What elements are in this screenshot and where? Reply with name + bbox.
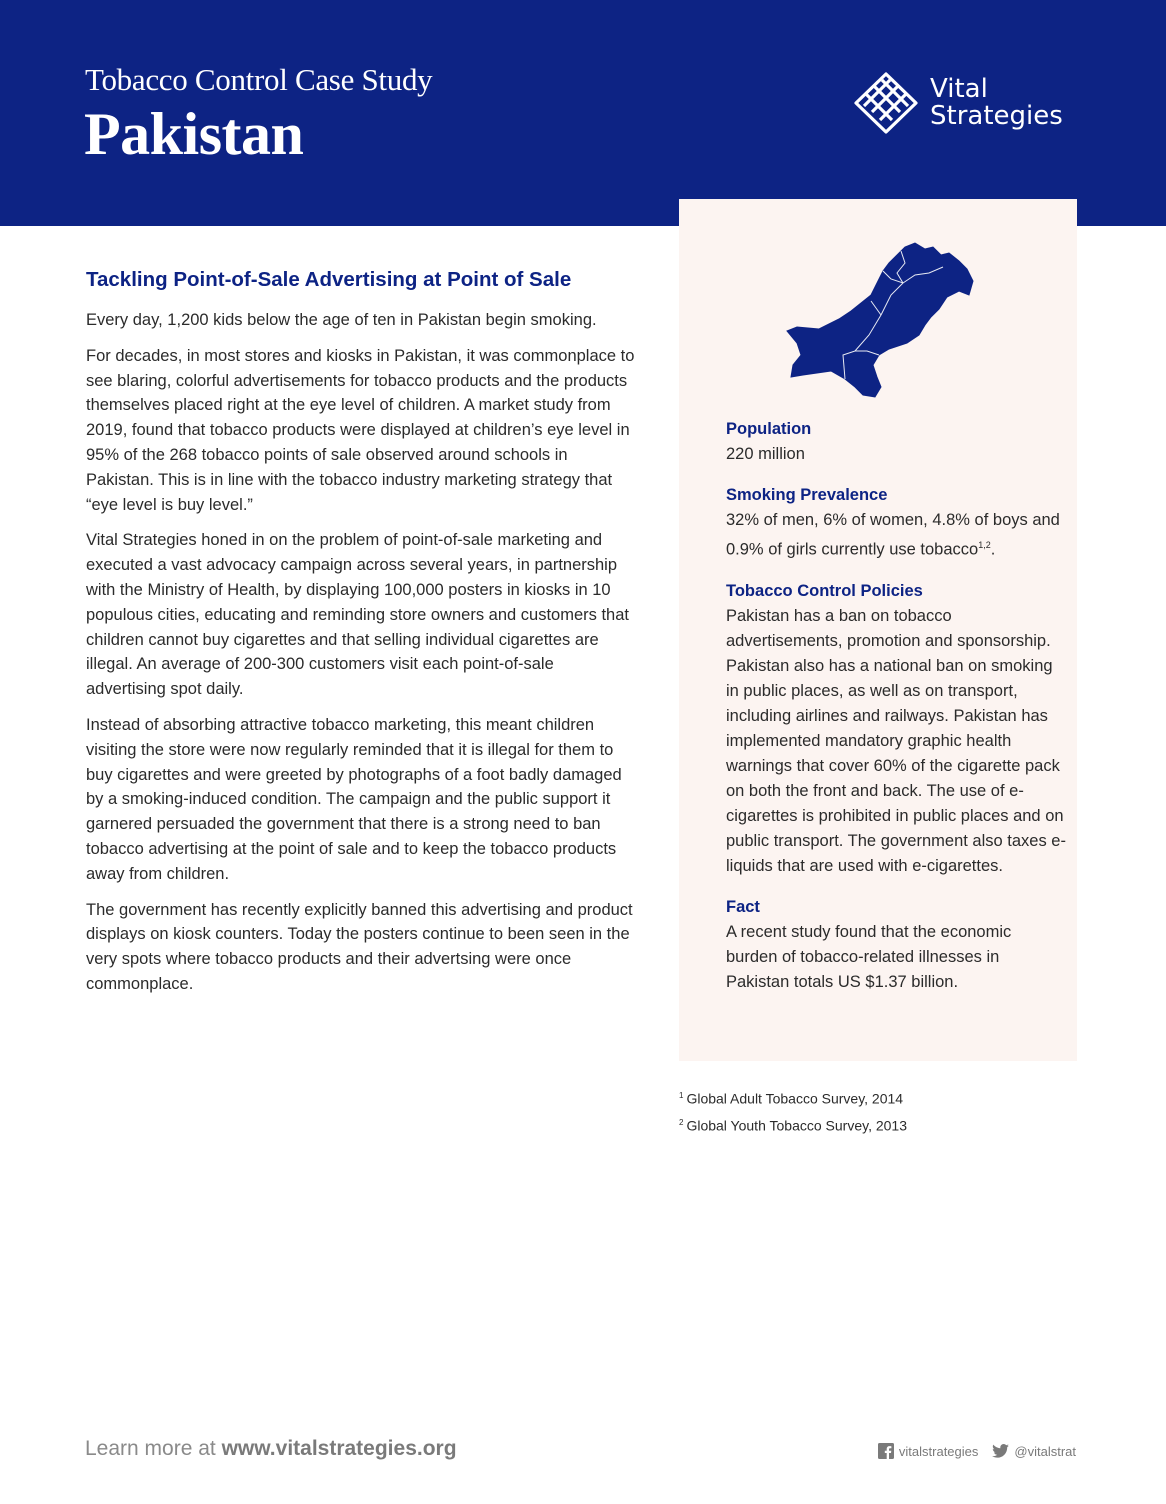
population-value: 220 million	[726, 445, 805, 463]
page-title: Pakistan	[84, 101, 304, 167]
facts-list	[726, 417, 1066, 1011]
document-kicker: Tobacco Control Case Study	[85, 62, 433, 97]
logo-word-strategies: Strategies	[930, 101, 1063, 131]
footnote-item	[679, 1084, 907, 1111]
logo-mark-icon	[852, 70, 920, 136]
article-paragraph: The government has recently explicitly banned this advertising and product displays on kiosk counters. Today the posters continue to been seen in the very spots where tobacco products and their advertsing were once commonplace.	[86, 900, 633, 993]
vital-strategies-logo[interactable]	[852, 70, 1082, 136]
prevalence-text: 32% of men, 6% of women, 4.8% of boys and 0.9% of girls currently use tobacco	[726, 511, 1060, 559]
fact-value: A recent study found that the economic burden of tobacco-related illnesses in Pakistan totals US $1.37 billion.	[726, 922, 1012, 991]
country-facts-sidebar	[679, 199, 1077, 1061]
footnotes	[679, 1084, 907, 1137]
website-link[interactable]: www.vitalstrategies.org	[221, 1437, 457, 1460]
prevalence-end: .	[990, 540, 996, 559]
footnote-number: 1	[679, 1091, 684, 1100]
smoking-prevalence-value	[726, 508, 1066, 563]
learn-more-prefix: Learn more at	[85, 1437, 222, 1460]
article-paragraph: Instead of absorbing attractive tobacco marketing, this meant children visiting the store were now regularly reminded that it is illegal for them to buy cigarettes and were greeted by photographs of a foot badly damaged by a smoking-induced condition. The campaign and the public support it garnered persuaded the government that there is a strong need to ban tobacco advertising at the point of sale and to keep the tobacco products away from children.	[86, 715, 622, 883]
section-title: Tackling Point-of-Sale Advertising at Point of Sale	[86, 268, 572, 291]
twitter-link[interactable]	[992, 1444, 1076, 1459]
article-paragraph: Every day, 1,200 kids below the age of ten in Pakistan begin smoking.	[86, 311, 597, 329]
tobacco-control-policies-value: Pakistan has a ban on tobacco advertisements, promotion and sponsorship. Pakistan also has a national ban on smoking in public places, as well as on transport, including airlines and railways. Pakistan has implemented mandatory graphic health warnings that cover 60% of the cigarette pack on both the front and back. The use of e-cigarettes is prohibited in public places and on public transport. The government also taxes e-liquids that are used with e-cigarettes.	[726, 606, 1066, 875]
logo-wordmark	[930, 76, 1063, 130]
twitter-icon	[992, 1444, 1009, 1458]
footnote-number: 2	[679, 1117, 684, 1127]
pakistan-map-icon	[783, 239, 975, 399]
social-links	[878, 1443, 1076, 1459]
facebook-handle: vitalstrategies	[898, 1443, 979, 1459]
footnote-text: Global Youth Tobacco Survey, 2013	[686, 1117, 907, 1134]
prevalence-citation: 1,2	[978, 540, 991, 550]
facebook-link[interactable]	[878, 1443, 978, 1459]
footnote-item	[679, 1111, 907, 1138]
header-banner	[0, 0, 1166, 226]
footnote-text: Global Adult Tobacco Survey, 2014	[686, 1090, 904, 1107]
population-label: Population	[726, 420, 812, 438]
twitter-handle: @vitalstrat	[1014, 1443, 1076, 1459]
tobacco-control-policies-label: Tobacco Control Policies	[726, 581, 923, 600]
fact-label: Fact	[726, 897, 760, 916]
smoking-prevalence-label: Smoking Prevalence	[726, 486, 888, 504]
logo-word-vital: Vital	[930, 74, 988, 104]
facebook-icon	[878, 1443, 894, 1459]
article-paragraph: For decades, in most stores and kiosks in Pakistan, it was commonplace to see blaring, colorful advertisements for tobacco products and the products themselves placed right at the eye level of children. A market study from 2019, found that tobacco products were displayed at children’s eye level in 95% of the 268 tobacco points of sale observed around schools in Pakistan. This is in line with the tobacco industry marketing strategy that “eye level is buy level.”	[86, 346, 635, 514]
main-article	[86, 266, 638, 1008]
learn-more-line	[85, 1437, 457, 1461]
article-paragraph: Vital Strategies honed in on the problem of point-of-sale marketing and executed a vast advocacy campaign across several years, in partnership with the Ministry of Health, by displaying 100,000 posters in kiosks in 10 populous cities, educating and reminding store owners and customers that children cannot buy cigarettes and that selling individual cigarettes are illegal. An average of 200-300 customers visit each point-of-sale advertising spot daily.	[86, 531, 629, 699]
